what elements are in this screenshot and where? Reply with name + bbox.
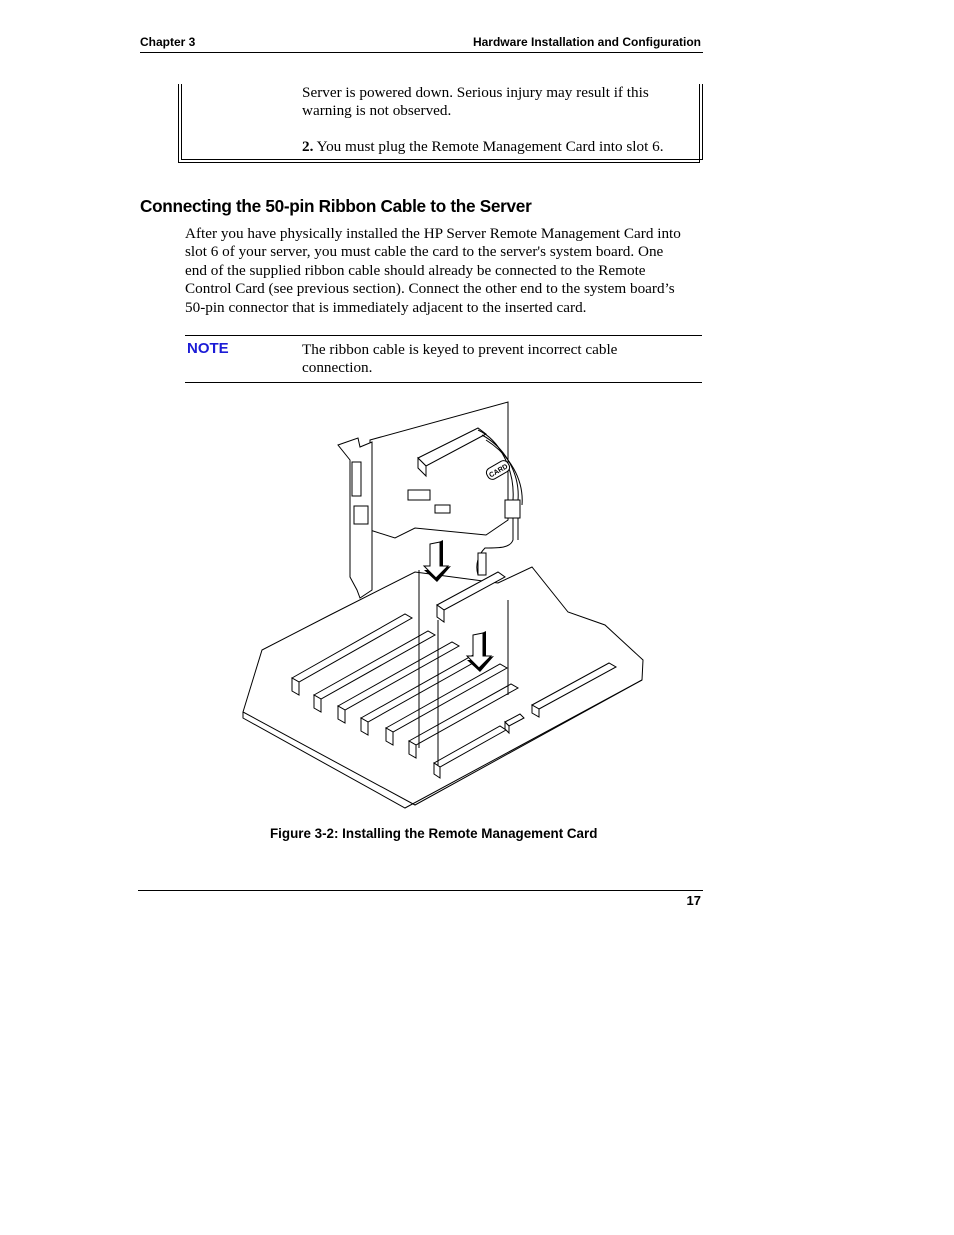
paragraph-line: 50-pin connector that is immediately adjacent to the inserted card. [185,298,587,316]
vga-port [352,462,361,496]
running-header-section: Hardware Installation and Configuration [472,35,701,49]
page-number: 17 [686,893,701,908]
paragraph-line: After you have physically installed the HP Server Remote Management Card into [185,225,681,242]
note-text [302,341,702,378]
footer-rule [138,890,703,891]
warning-step [302,138,694,156]
paragraph-line: Control Card (see previous section). Connect the other end to the system board’s [185,280,675,298]
section-title: Connecting the 50-pin Ribbon Cable to the Server [140,196,532,216]
paragraph-line: slot 6 of your server, you must cable the card to the server's system board. One [185,243,664,261]
note-line-2: connection. [302,359,373,377]
header-rule [140,52,703,53]
note-label: NOTE [187,340,229,357]
note-bottom-rule [185,382,702,383]
body-paragraph [185,225,705,317]
warning-step-number: 2. [302,137,314,155]
installation-figure [235,395,655,815]
warning-line-2: warning is not observed. [302,102,452,120]
note-top-rule [185,335,702,336]
running-header-chapter: Chapter 3 [140,35,196,49]
paragraph-line: end of the supplied ribbon cable should already be connected to the Remote [185,261,646,279]
lan-port [354,506,368,524]
note-line-1: The ribbon cable is keyed to prevent incorrect cable [302,341,618,358]
figure-caption: Figure 3-2: Installing the Remote Management Card [270,826,598,841]
warning-text [302,84,694,156]
cable-card-label: CARD [488,463,510,480]
warning-line-1: Server is powered down. Serious injury may result if this [302,84,649,101]
warning-step-text: You must plug the Remote Management Card into slot 6. [313,137,664,155]
